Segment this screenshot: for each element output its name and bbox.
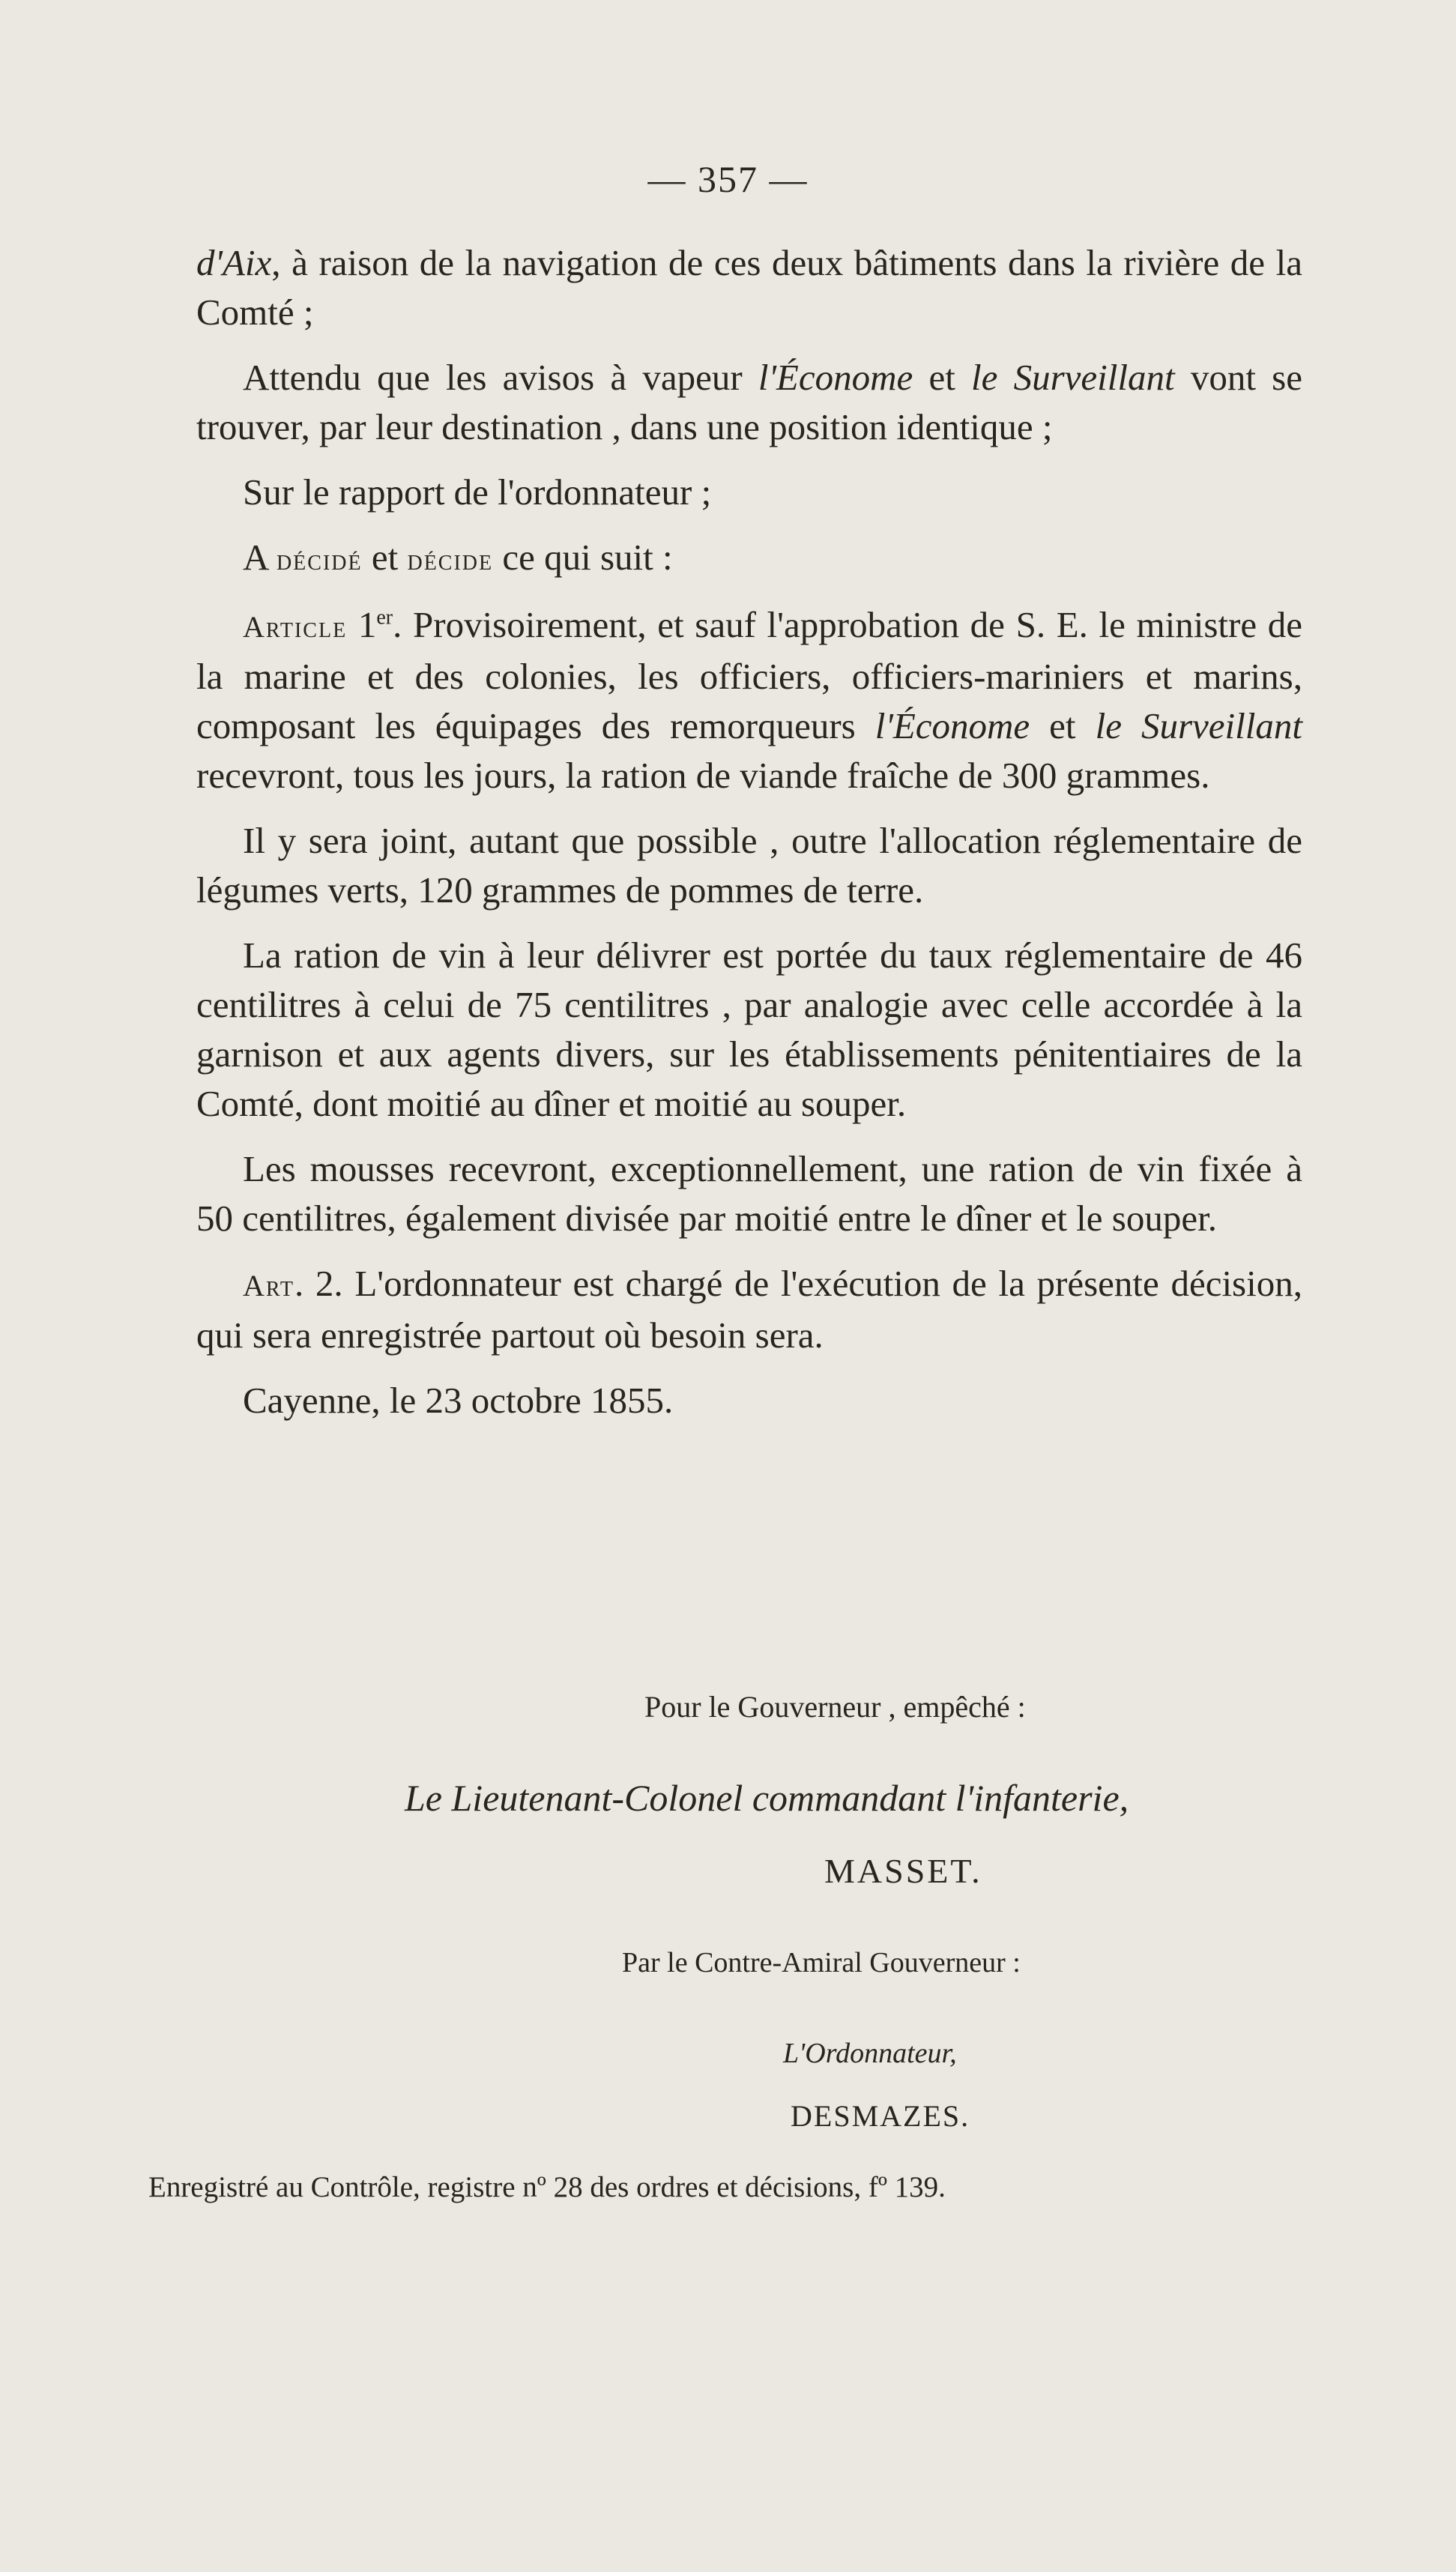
- text-run: , à raison de la navigation de ces deux bâtiments dans la rivière de la Comté ;: [196, 242, 1302, 333]
- signature-pour: Pour le Gouverneur , empêché :: [644, 1690, 1026, 1724]
- paragraph: [196, 353, 1302, 452]
- paragraph: [196, 238, 1302, 337]
- text-run: vont se trouver, par leur destination , dans une position identique ;: [196, 357, 1302, 447]
- text-italic: l'Économe: [874, 705, 1030, 746]
- signature-name-desmazes: DESMAZES.: [791, 2099, 970, 2133]
- text-italic: le Surveillant: [971, 357, 1175, 398]
- text-run: et: [913, 357, 972, 398]
- text-smallcaps: décide: [407, 543, 494, 576]
- paragraph: [196, 533, 1302, 585]
- text-italic: l'Économe: [758, 357, 913, 398]
- text-italic: le Surveillant: [1095, 705, 1302, 746]
- text-run: Cayenne, le 23 octobre 1855.: [243, 1380, 674, 1421]
- paragraph: [196, 468, 1302, 517]
- text-run: recevront, tous les jours, la ration de viande fraîche de 300 grammes.: [196, 755, 1210, 796]
- text-smallcaps: Article: [243, 610, 348, 644]
- text-smallcaps: décidé: [276, 543, 363, 576]
- text-run: et: [362, 537, 408, 578]
- body-text: [196, 238, 1302, 1441]
- text-run: Attendu que les avisos à vapeur: [243, 357, 758, 398]
- paragraph: [196, 1144, 1302, 1243]
- text-run: . 2. L'ordonnateur est chargé de l'exécution de la présente décision, qui sera enregistrée partout où besoin sera.: [196, 1263, 1302, 1356]
- signature-title: Le Lieutenant-Colonel commandant l'infanterie,: [405, 1777, 1129, 1819]
- signature-par: Par le Contre-Amiral Gouverneur :: [622, 1947, 1021, 1978]
- text-run: La ration de vin à leur délivrer est portée du taux réglementaire de 46 centilitres à celui de 75 centilitres , par analogie avec celle accordée à la garnison et aux agents divers, sur les établissements pénitentiaires de la Comté, dont moitié au dîner et moitié au souper.: [196, 935, 1302, 1124]
- text-run: Il y sera joint, autant que possible , outre l'allocation réglementaire de légumes verts, 120 grammes de pommes de terre.: [196, 820, 1302, 911]
- paragraph: [196, 1376, 1302, 1425]
- superscript: er: [376, 606, 393, 630]
- paragraph: [196, 1259, 1302, 1360]
- page-number: — 357 —: [647, 158, 809, 200]
- text-run: 1: [347, 604, 377, 645]
- text-smallcaps: Art: [243, 1269, 294, 1302]
- text-run: ce qui suit :: [493, 537, 673, 578]
- paragraph: [196, 931, 1302, 1129]
- signature-name-masset: MASSET.: [824, 1852, 982, 1890]
- registration-footer: Enregistré au Contrôle, registre nº 28 des ordres et décisions, fº 139.: [148, 2171, 946, 2203]
- text-run: et: [1030, 705, 1096, 746]
- text-run: Sur le rapport de l'ordonnateur ;: [243, 471, 712, 513]
- text-run: A: [243, 537, 277, 578]
- text-run: Les mousses recevront, exceptionnellement, une ration de vin fixée à 50 centilitres, également divisée par moitié entre le dîner et le souper.: [196, 1148, 1302, 1239]
- text-italic: d'Aix: [196, 242, 272, 283]
- paragraph: [196, 816, 1302, 915]
- signature-ordonnateur: L'Ordonnateur,: [783, 2038, 957, 2069]
- text-run: . Provisoirement, et sauf l'approbation de S. E. le ministre de la marine et des colonies, les officiers, officiers-mariniers et marins, composant les équipages des remorqueurs: [196, 604, 1302, 746]
- paragraph: [196, 600, 1302, 800]
